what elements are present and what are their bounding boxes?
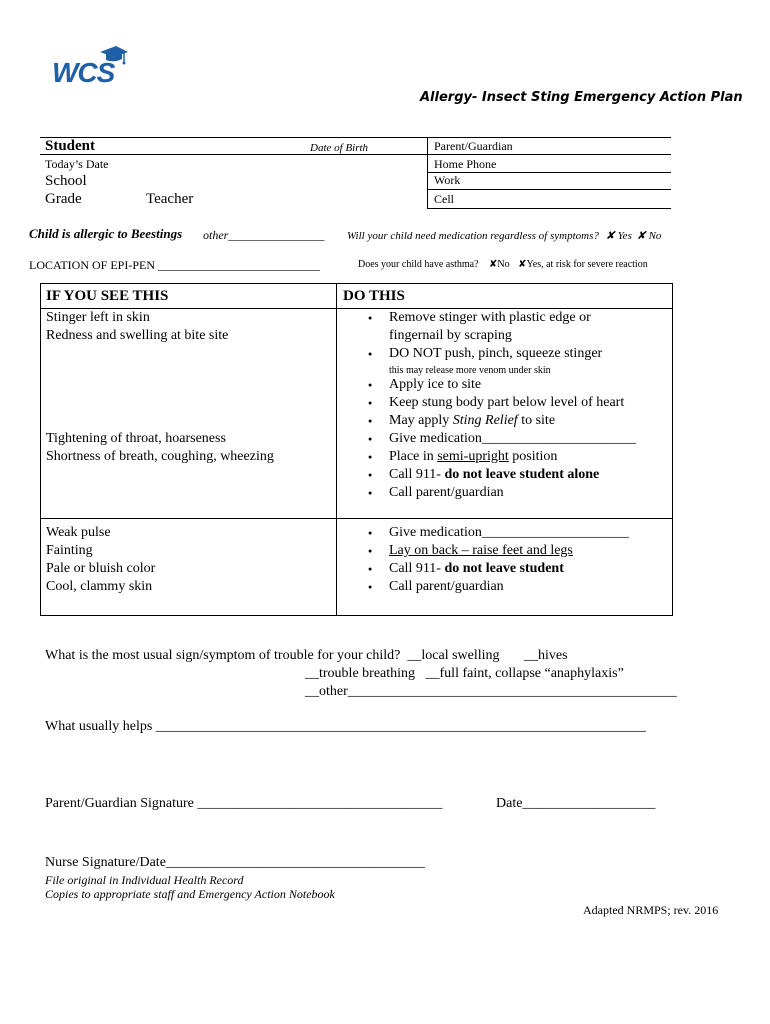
- action-item: [389, 448, 557, 466]
- no-checkbox-icon[interactable]: ✘: [636, 230, 646, 242]
- sign-item: Shortness of breath, coughing, wheezing: [46, 449, 274, 464]
- sting-relief: Sting Relief: [452, 413, 518, 428]
- todays-date-label: Today’s Date: [45, 157, 109, 171]
- symptom-question-line2: __trouble breathing __full faint, collapse “anaphylaxis”: [305, 666, 624, 681]
- action-item: ● Call parent/guardian: [389, 484, 504, 502]
- parent-signature-line: Parent/Guardian Signature ___________________________________: [45, 796, 443, 811]
- student-label: Student: [45, 138, 96, 154]
- asthma-yes-option: Yes, at risk for severe reaction: [526, 259, 648, 270]
- action-note: this may release more venom under skin: [389, 365, 551, 376]
- allergy-other-field: other________________: [203, 228, 325, 242]
- col-header-signs: IF YOU SEE THIS: [46, 288, 169, 304]
- form-title: Allergy- Insect Sting Emergency Action Plan: [420, 90, 743, 105]
- action-text: Place in: [389, 449, 438, 464]
- sign-item: Pale or bluish color: [46, 561, 156, 576]
- student-info-table: [40, 137, 671, 209]
- parent-label: Parent/Guardian: [434, 139, 513, 153]
- file-note-1: File original in Individual Health Record: [45, 873, 244, 887]
- nurse-signature-line: Nurse Signature/Date_____________________________________: [45, 855, 425, 870]
- home-phone-label: Home Phone: [434, 157, 497, 171]
- work-label: Work: [434, 173, 461, 187]
- action-item: ● Give medication______________________: [389, 430, 636, 448]
- date-line: Date___________________: [496, 796, 656, 811]
- action-text: Call 911-: [389, 561, 445, 576]
- do-not-leave: do not leave student: [444, 561, 564, 576]
- action-item: [389, 412, 555, 430]
- asthma-question: [358, 259, 648, 270]
- action-item: ● Apply ice to site: [389, 376, 481, 394]
- col-header-actions: DO THIS: [343, 288, 405, 304]
- action-item: ● Call parent/guardian: [389, 578, 504, 596]
- yes-checkbox-icon[interactable]: ✘: [605, 230, 615, 242]
- sign-item: Tightening of throat, hoarseness: [46, 431, 226, 446]
- symptom-question-line3: __other_______________________________________________: [305, 684, 677, 699]
- cell-label: Cell: [434, 192, 454, 206]
- epipen-location: LOCATION OF EPI-PEN ___________________________: [29, 258, 320, 272]
- action-item: ● Keep stung body part below level of heart: [389, 394, 624, 412]
- logo-text: WCS: [52, 57, 115, 88]
- allergy-label: Child is allergic to Beestings: [29, 226, 183, 241]
- footer-credit: Adapted NRMPS; rev. 2016: [583, 903, 719, 917]
- action-text: position: [508, 449, 558, 464]
- action-item: [389, 466, 599, 484]
- action-item: ● Remove stinger with plastic edge or: [389, 309, 591, 327]
- asthma-no-option: No: [497, 259, 510, 270]
- no-option: No: [648, 230, 662, 242]
- asthma-question-text: Does your child have asthma?: [358, 259, 479, 270]
- what-helps-line: What usually helps ______________________________________________________________________: [45, 719, 646, 734]
- action-item: [389, 560, 564, 578]
- dob-label: Date of Birth: [310, 142, 369, 154]
- sign-item: Fainting: [46, 543, 93, 558]
- action-table: [40, 283, 673, 616]
- asthma-no-checkbox-icon[interactable]: ✘: [489, 259, 498, 270]
- action-text: Call 911-: [389, 467, 445, 482]
- medication-question-text: Will your child need medication regardless of symptoms?: [347, 230, 599, 242]
- action-item: ● DO NOT push, pinch, squeeze stinger: [389, 345, 602, 363]
- yes-option: Yes: [617, 230, 632, 242]
- teacher-label: Teacher: [146, 191, 194, 207]
- sign-item: Weak pulse: [46, 525, 111, 540]
- file-note-2: Copies to appropriate staff and Emergency Action Notebook: [45, 887, 335, 901]
- medication-question: [347, 229, 661, 242]
- action-item: ● Give medication_____________________: [389, 524, 629, 542]
- action-item-cont: fingernail by scraping: [389, 328, 512, 343]
- do-not-leave: do not leave student alone: [444, 467, 600, 482]
- action-text: May apply: [389, 413, 453, 428]
- school-label: School: [45, 173, 87, 189]
- semi-upright: semi-upright: [437, 449, 509, 464]
- action-text: to site: [517, 413, 556, 428]
- symptom-question-line1: What is the most usual sign/symptom of trouble for your child? __local swelling __hives: [45, 648, 568, 663]
- asthma-yes-checkbox-icon[interactable]: ✘: [518, 259, 527, 270]
- sign-item: Stinger left in skin: [46, 310, 150, 325]
- grade-label: Grade: [45, 191, 82, 207]
- action-item: ● Lay on back – raise feet and legs: [389, 542, 573, 560]
- sign-item: Redness and swelling at bite site: [46, 328, 229, 343]
- sign-item: Cool, clammy skin: [46, 579, 153, 594]
